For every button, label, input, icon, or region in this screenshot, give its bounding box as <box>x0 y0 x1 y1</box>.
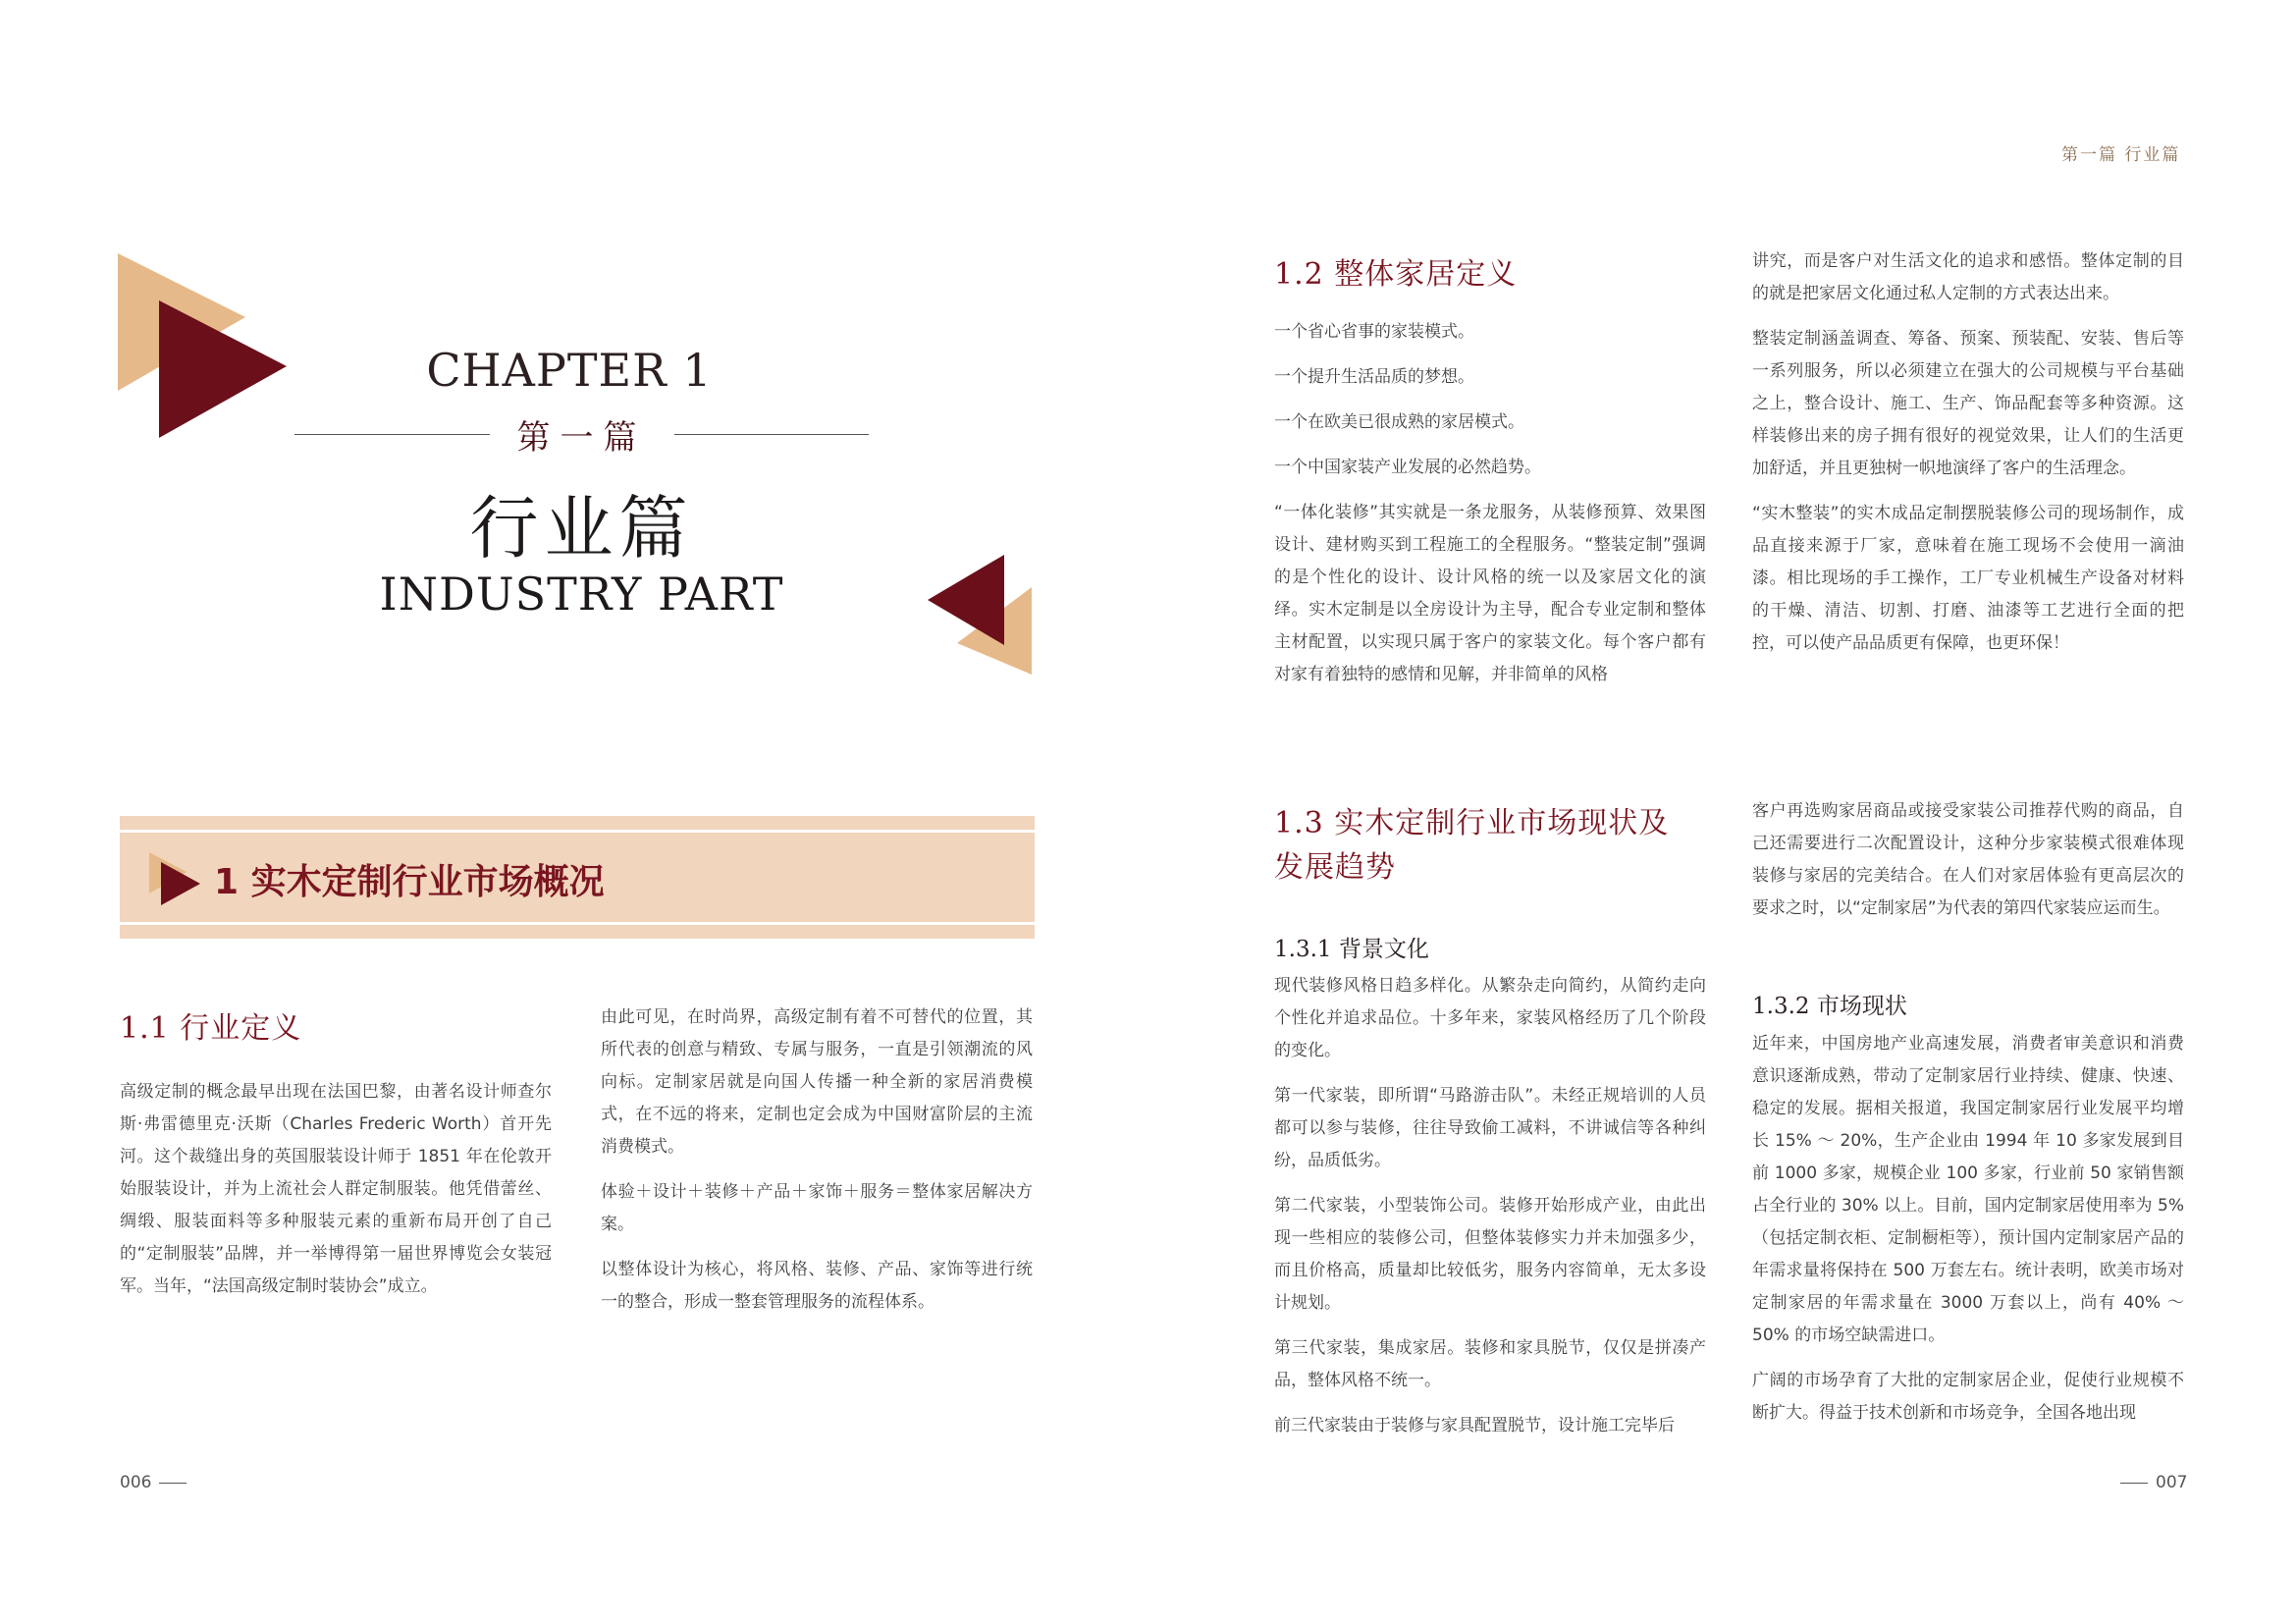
rule-left <box>294 434 490 435</box>
heading-1-3-1: 1.3.1 背景文化 <box>1274 937 1429 962</box>
paragraph: 由此可见，在时尚界，高级定制有着不可替代的位置，其所代表的创意与精致、专属与服务，一直是引领潮流的风向标。定制家居就是向国人传播一种全新的家居消费模式，在不远的将来，定制也定会成为中国财富阶层的主流消费模式。 <box>601 1007 1033 1157</box>
page-rule <box>159 1483 187 1484</box>
paragraph: 整装定制涵盖调查、筹备、预案、预装配、安装、售后等一系列服务，所以必须建立在强大的公司规模与平台基础之上，整合设计、施工、生产、饰品配套等多种资源。这样装修出来的房子拥有很好的视觉效果，让人们的生活更加舒适，并且更独树一帜地演绎了客户的生活理念。 <box>1752 329 2184 478</box>
paragraph: 第二代家装，小型装饰公司。装修开始形成产业，由此出现一些相应的装修公司，但整体装修实力并未加强多少，而且价格高，质量却比较低劣，服务内容简单，无太多设计规划。 <box>1274 1196 1706 1313</box>
paragraph: 近年来，中国房地产业高速发展，消费者审美意识和消费意识逐渐成熟，带动了定制家居行业持续、健康、快速、稳定的发展。据相关报道，我国定制家居行业发展平均增长 15% ～ 20%，生产企业由 1994 年 10 多家发展到目前 1000 多家，规模企业 100 多家，行业前 50 家销售额占全行业的 30% 以上。目前，国内定制家居使用率为 5%（包括定制衣柜、定制橱柜等），预计国内定制家居产品的年需求量将保持在 500 万套左右。统计表明，欧美市场对定制家居的年需求量在 3000 万套以上，尚有 40% ～ 50% 的市场空缺需进口。 <box>1752 1034 2184 1345</box>
maroon-triangle <box>928 555 1004 645</box>
paragraph: 广阔的市场孕育了大批的定制家居企业，促使行业规模不断扩大。得益于技术创新和市场竞争，全国各地出现 <box>1752 1371 2184 1423</box>
triangle-decoration-middle <box>928 555 1036 677</box>
column-1-3-a <box>1274 970 1706 1455</box>
paragraph: 前三代家装由于装修与家具配置脱节，设计施工完毕后 <box>1274 1416 1675 1435</box>
paragraph: 体验＋设计＋装修＋产品＋家饰＋服务＝整体家居解决方案。 <box>601 1182 1033 1234</box>
list-line: 一个提升生活品质的梦想。 <box>1274 367 1474 387</box>
list-line: 一个在欧美已很成熟的家居模式。 <box>1274 412 1524 432</box>
triangle-decoration-top <box>118 253 294 440</box>
heading-1-1: 1.1 行业定义 <box>120 1011 302 1046</box>
chapter-number: CHAPTER 1 <box>426 344 713 397</box>
page-rule <box>2120 1483 2148 1484</box>
paragraph: 客户再选购家居商品或接受家装公司推荐代购的商品，自己还需要进行二次配置设计，这种分步家装模式很难体现装修与家居的完美结合。在人们对家居体验有更高层次的要求之时，以“定制家居”为代表的第四代家装应运而生。 <box>1752 801 2184 918</box>
rule-right <box>674 434 870 435</box>
banner-stripe <box>120 830 1035 833</box>
page-number-left <box>120 1473 187 1492</box>
section-title: 1 实木定制行业市场概况 <box>214 862 605 902</box>
column-1-3-b <box>1752 795 2184 935</box>
paragraph: 第一代家装，即所谓“马路游击队”。未经正规培训的人员都可以参与装修，往往导致偷工减料，不讲诚信等各种纠纷，品质低劣。 <box>1274 1086 1706 1170</box>
page-number-right <box>2120 1473 2187 1492</box>
page-number: 006 <box>120 1473 152 1492</box>
column-1-3-c <box>1752 1028 2184 1442</box>
column-1-2-a <box>1274 316 1706 701</box>
paragraph: “一体化装修”其实就是一条龙服务，从装修预算、效果图设计、建材购买到工程施工的全程服务。“整装定制”强调的是个性化的设计、设计风格的统一以及家居文化的演绎。实木定制是以全房设计为主导，配合专业定制和整体主材配置，以实现只属于客户的家装文化。每个客户都有对家有着独特的感情和见解，并非简单的风格 <box>1274 503 1706 684</box>
column-1-2-b <box>1752 245 2184 673</box>
banner-triangle-icon <box>147 850 206 909</box>
part-title-cn: 行业篇 <box>469 488 694 568</box>
paragraph: “实木整装”的实木成品定制摆脱装修公司的现场制作，成品直接来源于厂家，意味着在施工现场不会使用一滴油漆。相比现场的手工操作，工厂专业机械生产设备对材料的干燥、清洁、切割、打磨、油漆等工艺进行全面的把控，可以使产品品质更有保障，也更环保！ <box>1752 504 2184 653</box>
paragraph: 讲究，而是客户对生活文化的追求和感悟。整体定制的目的就是把家居文化通过私人定制的方式表达出来。 <box>1752 251 2184 303</box>
list-line: 一个中国家装产业发展的必然趋势。 <box>1274 458 1541 477</box>
running-head: 第一篇 行业篇 <box>2061 145 2181 165</box>
page-number: 007 <box>2156 1473 2188 1492</box>
heading-1-3-line2: 发展趋势 <box>1274 850 1396 885</box>
paragraph: 高级定制的概念最早出现在法国巴黎，由著名设计师查尔斯·弗雷德里克·沃斯（Charles Frederic Worth）首开先河。这个裁缝出身的英国服装设计师于 1851 年在伦敦开始服装设计，并为上流社会人群定制服装。他凭借蕾丝、绸缎、服装面料等多种服装元素的重新布局开创了自己的“定制服装”品牌，并一举博得第一届世界博览会女装冠军。当年，“法国高级定制时装协会”成立。 <box>120 1082 552 1296</box>
heading-1-2: 1.2 整体家居定义 <box>1274 257 1518 292</box>
list-line: 一个省心省事的家装模式。 <box>1274 322 1474 342</box>
part-title-en: INDUSTRY PART <box>379 568 784 621</box>
banner-stripe <box>120 922 1035 925</box>
column-1-1-b <box>601 1001 1033 1331</box>
paragraph: 第三代家装，集成家居。装修和家具脱节，仅仅是拼凑产品，整体风格不统一。 <box>1274 1338 1706 1390</box>
paragraph: 以整体设计为核心，将风格、装修、产品、家饰等进行统一的整合，形成一整套管理服务的流程体系。 <box>601 1260 1033 1312</box>
paragraph: 现代装修风格日趋多样化。从繁杂走向简约，从简约走向个性化并追求品位。十多年来，家装风格经历了几个阶段的变化。 <box>1274 976 1706 1060</box>
heading-1-3-line1: 1.3 实木定制行业市场现状及 <box>1274 806 1670 840</box>
chapter-subtitle: 第一篇 <box>516 418 647 458</box>
column-1-1-a <box>120 1076 552 1313</box>
chapter-subtitle-row <box>294 410 869 459</box>
heading-1-3-2: 1.3.2 市场现状 <box>1752 994 1907 1019</box>
